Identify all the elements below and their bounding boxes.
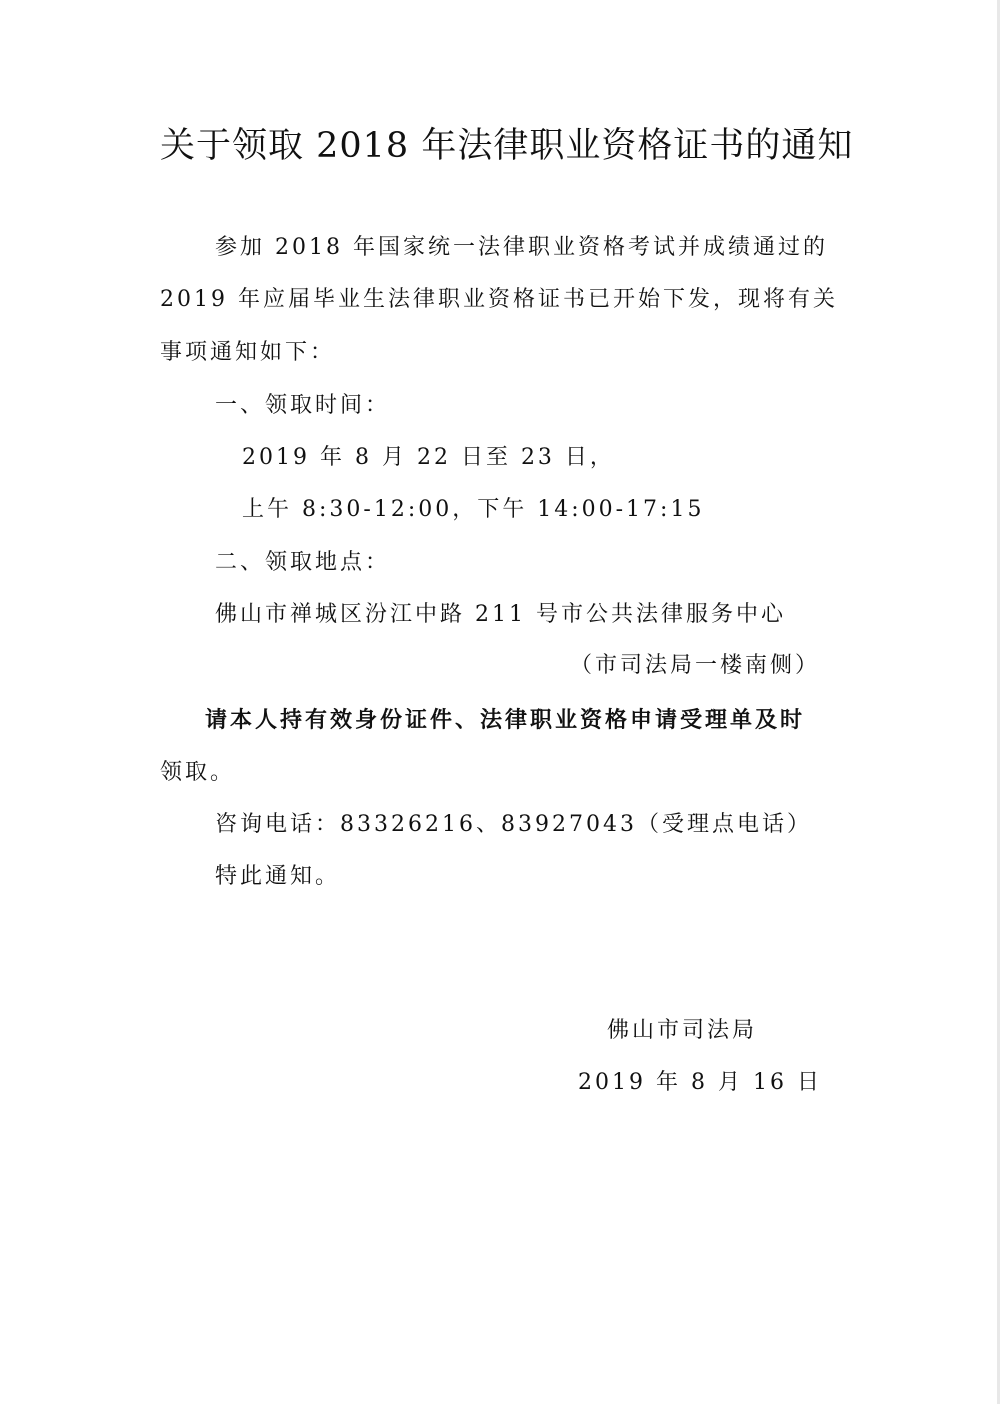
issuer-name: 佛山市司法局 [607, 1018, 758, 1043]
closing-remark: 特此通知。 [215, 864, 341, 889]
intro-line-3: 事项通知如下： [160, 340, 336, 365]
intro-line-2: 2019 年应届毕业生法律职业资格证书已开始下发，现将有关 [160, 287, 838, 312]
collection-address-note: （市司法局一楼南侧） [570, 653, 821, 678]
collection-date: 2019 年 8 月 22 日至 23 日， [242, 445, 615, 470]
collection-address: 佛山市禅城区汾江中路 211 号市公共法律服务中心 [215, 602, 786, 627]
section-time-heading: 一、领取时间： [215, 393, 391, 418]
instruction-line-1: 请本人持有效身份证件、法律职业资格申请受理单及时 [205, 707, 806, 733]
inquiry-phone: 咨询电话：83326216、83927043（受理点电话） [215, 812, 812, 837]
notice-title: 关于领取 2018 年法律职业资格证书的通知 [160, 126, 854, 166]
collection-hours: 上午 8:30-12:00，下午 14:00-17:15 [242, 497, 705, 522]
instruction-line-2: 领取。 [160, 760, 236, 785]
section-place-heading: 二、领取地点： [215, 550, 391, 575]
intro-line-1: 参加 2018 年国家统一法律职业资格考试并成绩通过的 [215, 235, 828, 260]
issue-date: 2019 年 8 月 16 日 [578, 1070, 822, 1095]
